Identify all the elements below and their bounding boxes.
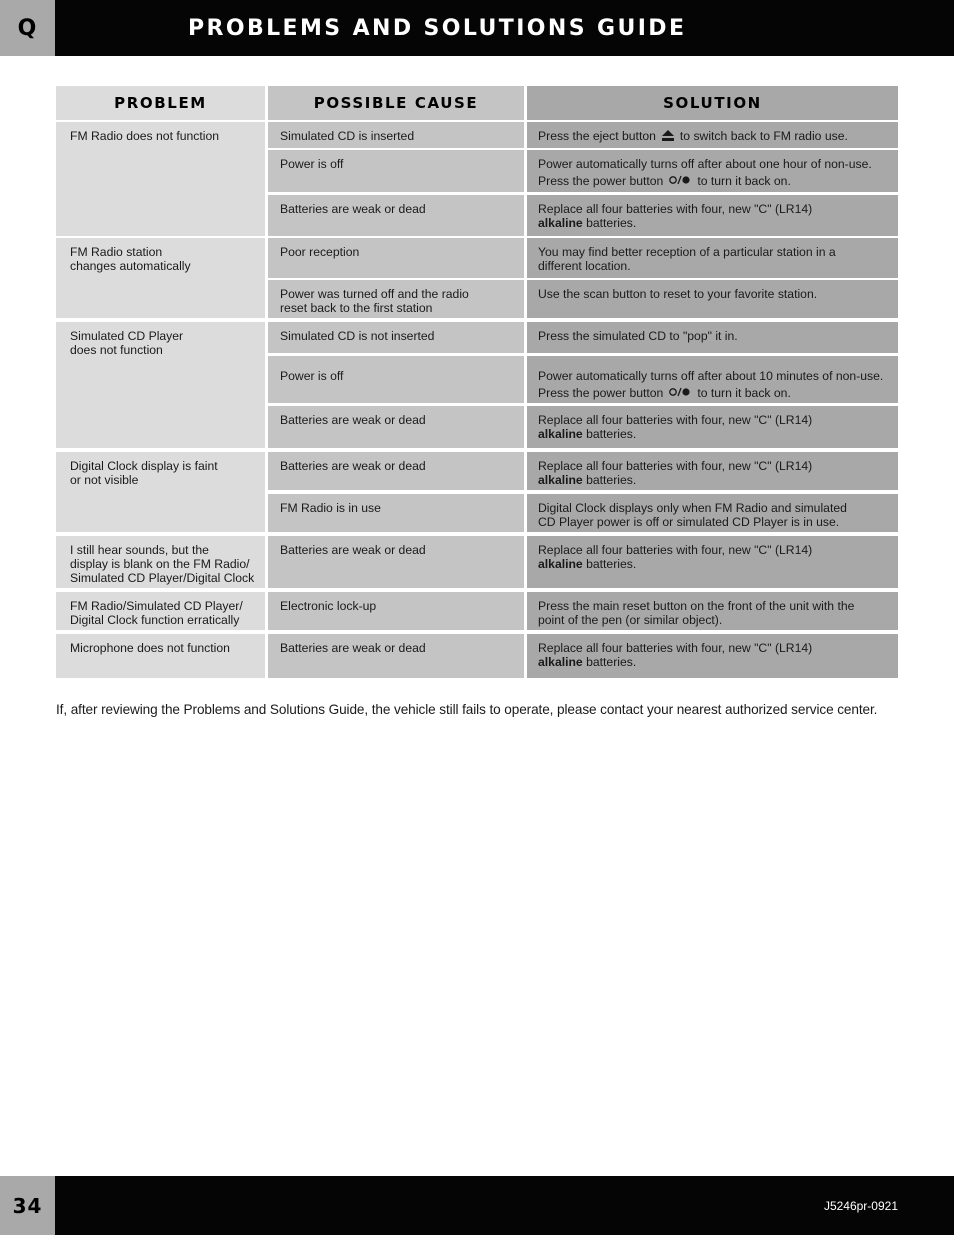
solution-cell — [527, 592, 898, 630]
header-problem: PROBLEM — [56, 86, 265, 120]
cause-cell — [268, 592, 524, 630]
solution-cell — [527, 406, 898, 448]
document-code: J5246pr-0921 — [823, 1199, 898, 1213]
alkaline-text: alkaline — [538, 473, 583, 487]
solution-cell — [527, 322, 898, 353]
solution-text: Replace all four batteries with four, new "C" (LR14) — [538, 641, 813, 655]
problem-text: FM Radio station changes automatically — [70, 245, 191, 273]
problem-cell — [56, 322, 265, 448]
service-note: If, after reviewing the Problems and Solutions Guide, the vehicle still fails to operate, please contact your nearest authorized service center. — [56, 702, 878, 717]
cause-cell — [268, 122, 524, 148]
solution-text: Press the main reset button on the front of the unit with the point of the pen (or similar object). — [538, 599, 855, 627]
solution-text: Digital Clock displays only when FM Radio and simulated CD Player power is off or simulated CD Player is in use. — [538, 501, 847, 529]
solution-text: batteries. — [582, 427, 637, 441]
solution-text: Press the power button — [538, 386, 664, 400]
cause-cell — [268, 280, 524, 318]
solution-cell — [527, 280, 898, 318]
solution-text: You may find better reception of a particular station in a different location. — [538, 245, 836, 273]
problem-cell — [56, 536, 265, 588]
cause-text: Batteries are weak or dead — [280, 543, 426, 557]
solution-cell — [527, 238, 898, 278]
problem-cell — [56, 122, 265, 236]
cause-text: Simulated CD is not inserted — [280, 329, 435, 343]
cause-text: Power is off — [280, 157, 344, 171]
solution-text: Press the simulated CD to "pop" it in. — [538, 329, 738, 343]
cause-cell — [268, 634, 524, 678]
problem-cell — [56, 452, 265, 532]
alkaline-text: alkaline — [538, 655, 583, 669]
solution-cell — [527, 536, 898, 588]
cause-text: Poor reception — [280, 245, 360, 259]
cause-cell — [268, 452, 524, 490]
solution-text: Replace all four batteries with four, new "C" (LR14) — [538, 202, 813, 216]
solution-text: Replace all four batteries with four, new "C" (LR14) — [538, 543, 813, 557]
solution-text: Press the power button — [538, 174, 664, 188]
alkaline-text: alkaline — [538, 427, 583, 441]
problem-text: Microphone does not function — [70, 641, 230, 655]
problem-text: FM Radio does not function — [70, 129, 220, 143]
solution-cell — [527, 452, 898, 490]
problem-cell — [56, 238, 265, 318]
solution-cell — [527, 195, 898, 236]
cause-cell — [268, 150, 524, 192]
problem-text: FM Radio/Simulated CD Player/ Digital Clock function erratically — [70, 599, 243, 627]
cause-text: Batteries are weak or dead — [280, 413, 426, 427]
solution-text: Use the scan button to reset to your favorite station. — [538, 287, 818, 301]
alkaline-text: alkaline — [538, 216, 583, 230]
header-cause: POSSIBLE CAUSE — [268, 86, 524, 120]
solution-text: to switch back to FM radio use. — [679, 129, 848, 143]
solution-text: batteries. — [582, 473, 637, 487]
header-solution: SOLUTION — [527, 86, 898, 120]
section-letter: Q — [0, 0, 55, 56]
cause-text: Simulated CD is inserted — [280, 129, 415, 143]
solution-text: to turn it back on. — [697, 386, 791, 400]
alkaline-text: alkaline — [538, 557, 583, 571]
cause-text: Power was turned off and the radio reset back to the first station — [280, 287, 469, 315]
cause-text: Electronic lock-up — [280, 599, 377, 613]
page-number: 34 — [0, 1176, 55, 1235]
solution-text: to turn it back on. — [697, 174, 791, 188]
solution-text: Replace all four batteries with four, new "C" (LR14) — [538, 459, 813, 473]
problem-cell — [56, 592, 265, 630]
solution-cell — [527, 494, 898, 532]
problem-text: Digital Clock display is faint or not visible — [70, 459, 218, 487]
cause-text: Power is off — [280, 369, 344, 383]
solution-text: Power automatically turns off after about 10 minutes of non-use. — [538, 369, 884, 383]
solution-cell — [527, 122, 898, 148]
cause-text: Batteries are weak or dead — [280, 202, 426, 216]
cause-cell — [268, 322, 524, 353]
solution-text: batteries. — [582, 655, 637, 669]
solution-text: Replace all four batteries with four, new "C" (LR14) — [538, 413, 813, 427]
problem-text: Simulated CD Player does not function — [70, 329, 184, 357]
page-footer — [0, 1176, 954, 1235]
solution-cell — [527, 356, 898, 403]
eject-icon — [662, 130, 674, 144]
problem-cell — [56, 634, 265, 678]
solution-text: Power automatically turns off after about one hour of non-use. — [538, 157, 872, 171]
cause-text: Batteries are weak or dead — [280, 459, 426, 473]
cause-text: FM Radio is in use — [280, 501, 381, 515]
solution-text: batteries. — [582, 557, 637, 571]
cause-cell — [268, 494, 524, 532]
cause-cell — [268, 238, 524, 278]
solution-cell — [527, 150, 898, 192]
cause-text: Batteries are weak or dead — [280, 641, 426, 655]
cause-cell — [268, 195, 524, 236]
power-button-icon — [669, 385, 691, 402]
cause-cell — [268, 406, 524, 448]
solution-cell — [527, 634, 898, 678]
cause-cell — [268, 536, 524, 588]
problem-text: I still hear sounds, but the display is blank on the FM Radio/ Simulated CD Player/Digital Clock — [70, 543, 255, 585]
page-title: PROBLEMS AND SOLUTIONS GUIDE — [188, 16, 687, 41]
solution-text: batteries. — [582, 216, 637, 230]
cause-cell — [268, 356, 524, 403]
solution-text: Press the eject button — [538, 129, 656, 143]
power-button-icon — [669, 173, 691, 190]
